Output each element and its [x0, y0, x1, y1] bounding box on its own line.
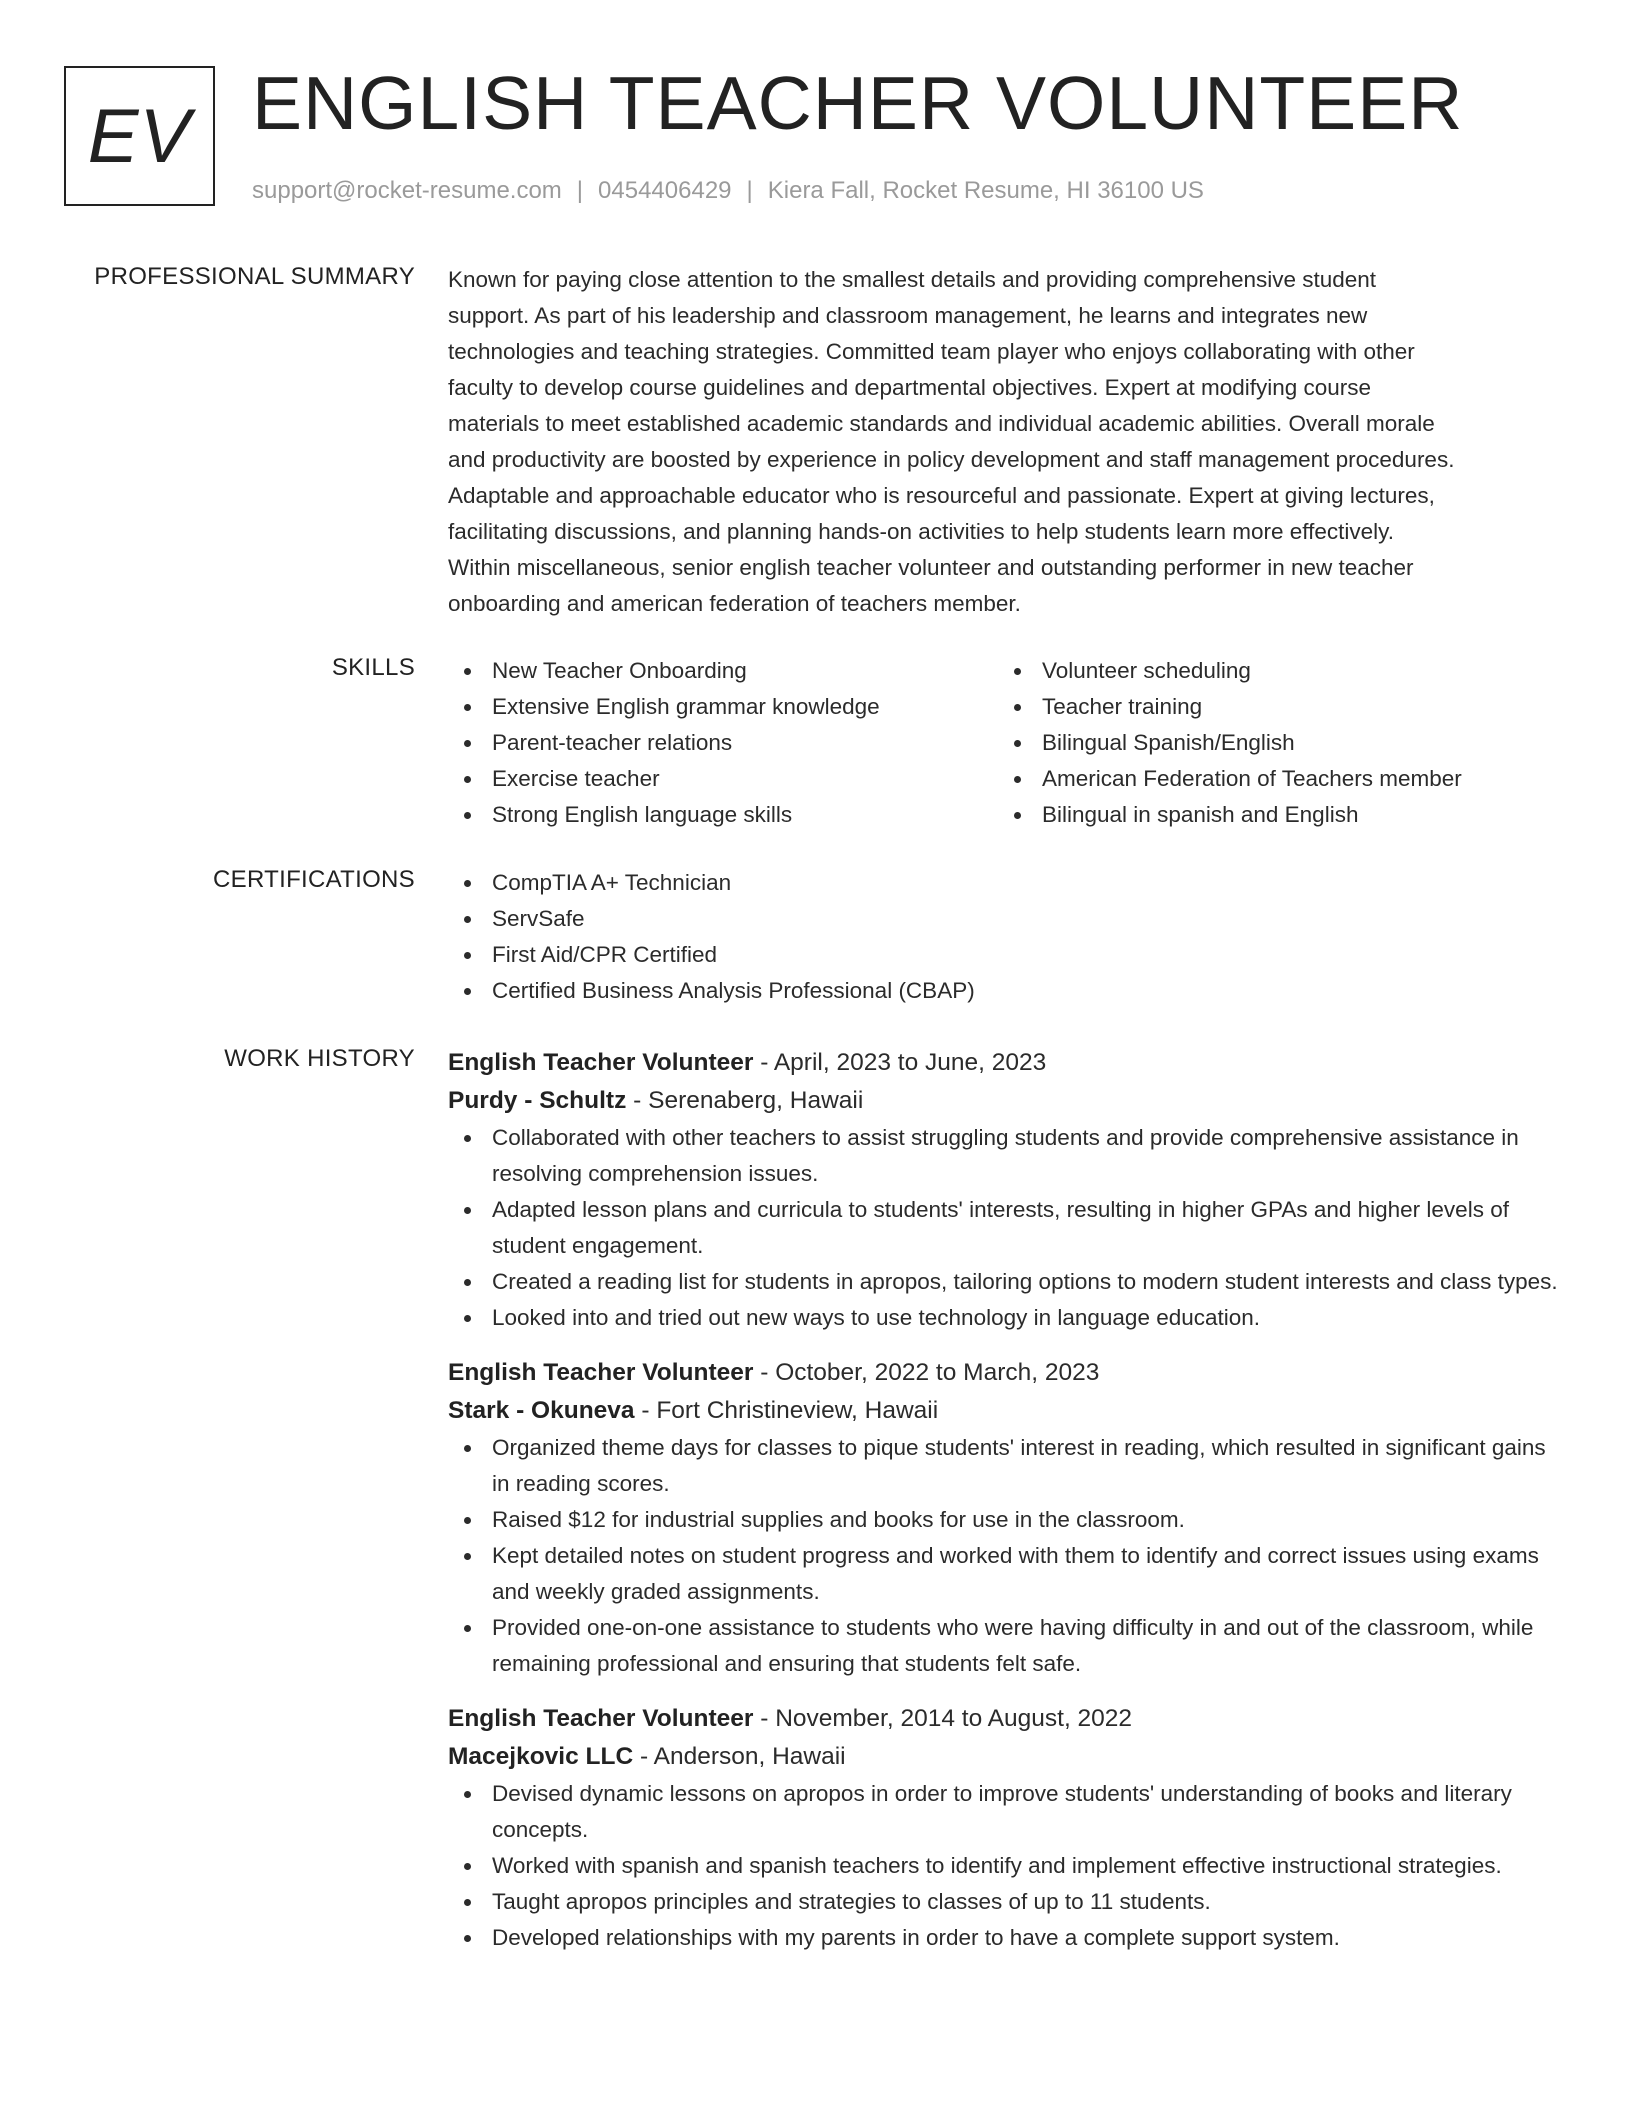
job-bullets — [448, 1776, 1568, 1956]
contact-line — [252, 176, 1204, 206]
job-company-line — [448, 1082, 1568, 1120]
job-bullet: Created a reading list for students in apropos, tailoring options to modern student interests and class types. — [448, 1264, 1568, 1300]
job-title-line — [448, 1700, 1568, 1738]
section-heading-skills: SKILLS — [331, 654, 415, 681]
job-location: - Anderson, Hawaii — [633, 1743, 846, 1770]
certification-item: First Aid/CPR Certified — [448, 937, 1568, 973]
job-bullets — [448, 1120, 1568, 1336]
certification-item: Certified Business Analysis Professional (CBAP) — [448, 973, 1568, 1009]
job-bullet: Looked into and tried out new ways to use technology in language education. — [448, 1300, 1568, 1336]
job-bullets — [448, 1430, 1568, 1682]
job-bullet: Raised $12 for industrial supplies and books for use in the classroom. — [448, 1502, 1568, 1538]
contact-separator: | — [746, 177, 753, 204]
job-bullet: Devised dynamic lessons on apropos in order to improve students' understanding of books and literary concepts. — [448, 1776, 1568, 1848]
skill-item: Strong English language skills — [448, 797, 998, 833]
contact-email: support@rocket-resume.com — [252, 177, 562, 204]
work-history-body — [448, 1044, 1568, 1974]
certification-item: CompTIA A+ Technician — [448, 865, 1568, 901]
section-heading-work-history: WORK HISTORY — [224, 1045, 415, 1072]
job-location: - Fort Christineview, Hawaii — [634, 1397, 939, 1424]
job-title: English Teacher Volunteer — [448, 1705, 754, 1732]
summary-line: and productivity are boosted by experience in policy development and staff management procedures. — [448, 447, 1455, 472]
job-title-line — [448, 1354, 1568, 1392]
job-bullet: Provided one-on-one assistance to students who were having difficulty in and out of the classroom, while remaining professional and ensuring that students felt safe. — [448, 1610, 1568, 1682]
section-heading-summary: PROFESSIONAL SUMMARY — [94, 263, 415, 290]
section-heading-certifications: CERTIFICATIONS — [213, 866, 415, 893]
summary-line: Known for paying close attention to the smallest details and providing comprehensive student — [448, 267, 1377, 292]
skill-item: Exercise teacher — [448, 761, 998, 797]
job-title-line — [448, 1044, 1568, 1082]
skill-item: Bilingual Spanish/English — [998, 725, 1568, 761]
job-bullet: Taught apropos principles and strategies to classes of up to 11 students. — [448, 1884, 1568, 1920]
skills-list-left — [448, 653, 998, 833]
job-bullet: Adapted lesson plans and curricula to students' interests, resulting in higher GPAs and higher levels of student engagement. — [448, 1192, 1568, 1264]
summary-line: facilitating discussions, and planning hands-on activities to help students learn more effectively. — [448, 519, 1394, 544]
job-bullet: Collaborated with other teachers to assist struggling students and provide comprehensive assistance in resolving comprehension issues. — [448, 1120, 1568, 1192]
job-company-line — [448, 1392, 1568, 1430]
certifications-body — [448, 865, 1568, 1009]
job-company: Purdy - Schultz — [448, 1087, 627, 1114]
certification-item: ServSafe — [448, 901, 1568, 937]
summary-line: Adaptable and approachable educator who is resourceful and passionate. Expert at giving lectures, — [448, 483, 1435, 508]
skill-item: American Federation of Teachers member — [998, 761, 1568, 797]
job-dates: - April, 2023 to June, 2023 — [753, 1049, 1047, 1076]
job-bullet: Developed relationships with my parents in order to have a complete support system. — [448, 1920, 1568, 1956]
skill-item: Bilingual in spanish and English — [998, 797, 1568, 833]
job-title: English Teacher Volunteer — [448, 1049, 754, 1076]
contact-separator: | — [576, 177, 584, 204]
skill-item: Parent-teacher relations — [448, 725, 998, 761]
job-bullet: Organized theme days for classes to pique students' interest in reading, which resulted in significant gains in reading scores. — [448, 1430, 1568, 1502]
skill-item: Teacher training — [998, 689, 1568, 725]
job-dates: - November, 2014 to August, 2022 — [753, 1705, 1133, 1732]
contact-address: Kiera Fall, Rocket Resume, HI 36100 US — [767, 177, 1204, 204]
job-entry — [448, 1044, 1568, 1336]
summary-line: faculty to develop course guidelines and departmental objectives. Expert at modifying course — [448, 375, 1372, 400]
summary-line: technologies and teaching strategies. Committed team player who enjoys collaborating with other — [448, 339, 1415, 364]
skills-body — [448, 653, 1568, 833]
skill-item: New Teacher Onboarding — [448, 653, 998, 689]
summary-body — [448, 262, 1568, 622]
job-entry — [448, 1354, 1568, 1682]
job-bullet: Kept detailed notes on student progress and worked with them to identify and correct issues using exams and weekly graded assignments. — [448, 1538, 1568, 1610]
job-bullet: Worked with spanish and spanish teachers to identify and implement effective instructional strategies. — [448, 1848, 1568, 1884]
job-location: - Serenaberg, Hawaii — [626, 1087, 864, 1114]
summary-line: Within miscellaneous, senior english teacher volunteer and outstanding performer in new teacher — [448, 555, 1414, 580]
summary-line: support. As part of his leadership and classroom management, he learns and integrates new — [448, 303, 1368, 328]
job-entry — [448, 1700, 1568, 1956]
contact-phone: 0454406429 — [598, 177, 732, 204]
job-company-line — [448, 1738, 1568, 1776]
skill-item: Extensive English grammar knowledge — [448, 689, 998, 725]
job-company: Macejkovic LLC — [448, 1743, 634, 1770]
job-title: English Teacher Volunteer — [448, 1359, 754, 1386]
skill-item: Volunteer scheduling — [998, 653, 1568, 689]
job-company: Stark - Okuneva — [448, 1397, 635, 1424]
resume-title: ENGLISH TEACHER VOLUNTEER — [252, 61, 1464, 145]
certifications-list — [448, 865, 1568, 1009]
monogram-badge: EV — [64, 66, 215, 206]
skills-list-right — [998, 653, 1568, 833]
job-dates: - October, 2022 to March, 2023 — [753, 1359, 1100, 1386]
summary-line: onboarding and american federation of teachers member. — [448, 591, 1021, 616]
summary-line: materials to meet established academic standards and individual academic abilities. Overall morale — [448, 411, 1435, 436]
